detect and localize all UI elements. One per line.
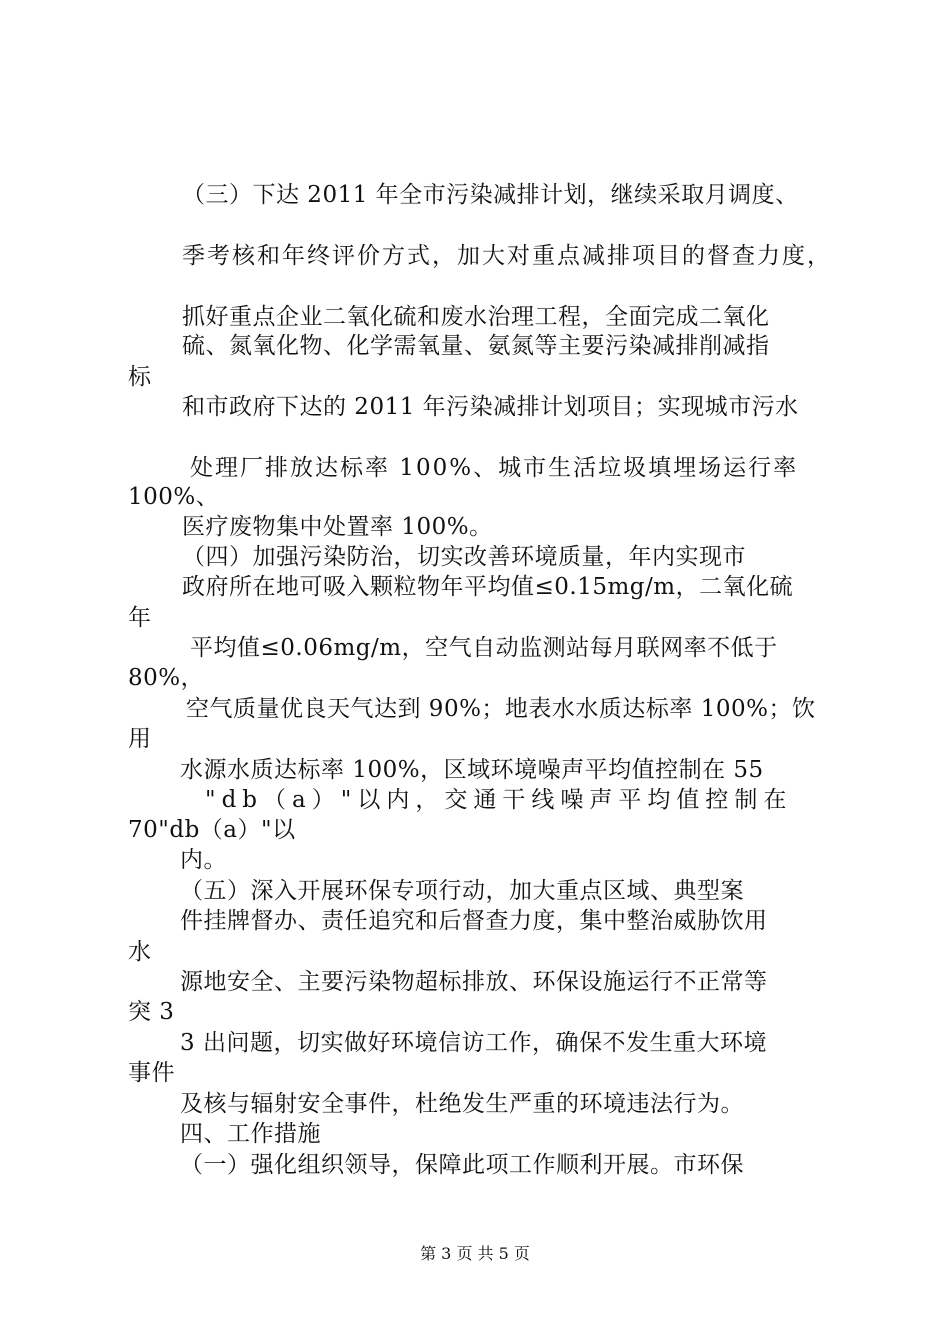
text-line: （五）深入开展环保专项行动，加大重点区域、典型案 bbox=[180, 878, 744, 904]
text-line: 70"db（a）"以 bbox=[128, 817, 296, 843]
text-line: 处理厂排放达标率 100%、城市生活垃圾填埋场运行率 bbox=[190, 455, 799, 481]
text-line: 源地安全、主要污染物超标排放、环保设施运行不正常等 bbox=[180, 969, 768, 995]
text-line: 水 bbox=[128, 939, 152, 965]
text-line: （四）加强污染防治，切实改善环境质量，年内实现市 bbox=[182, 544, 746, 570]
text-line: 及核与辐射安全事件，杜绝发生严重的环境违法行为。 bbox=[180, 1091, 744, 1117]
text-line: 硫、氮氧化物、化学需氧量、氨氮等主要污染减排削减指 bbox=[182, 333, 770, 359]
text-line: 突 3 bbox=[128, 999, 175, 1025]
text-line: 医疗废物集中处置率 100%。 bbox=[182, 514, 493, 540]
text-line: （三）下达 2011 年全市污染减排计划，继续采取月调度、 bbox=[182, 182, 799, 208]
text-line: 空气质量优良天气达到 90%；地表水水质达标率 100%；饮 bbox=[186, 696, 816, 722]
text-line: 抓好重点企业二氧化硫和废水治理工程，全面完成二氧化 bbox=[182, 304, 770, 330]
text-line: 100%、 bbox=[128, 484, 220, 510]
page-number: 第 3 页 共 5 页 bbox=[420, 1244, 530, 1263]
text-line: 事件 bbox=[128, 1060, 175, 1086]
text-line: 标 bbox=[128, 364, 152, 390]
text-line: 年 bbox=[128, 605, 152, 631]
text-line: （一）强化组织领导，保障此项工作顺利开展。市环保 bbox=[180, 1152, 744, 1178]
text-line: 水源水质达标率 100%，区域环境噪声平均值控制在 55 bbox=[180, 757, 764, 783]
text-line: "db（a）"以内，交通干线噪声平均值控制在 bbox=[205, 787, 793, 813]
text-line: 和市政府下达的 2011 年污染减排计划项目；实现城市污水 bbox=[182, 394, 799, 420]
text-line: 平均值≤0.06mg/m，空气自动监测站每月联网率不低于 bbox=[190, 635, 778, 661]
text-line: 季考核和年终评价方式，加大对重点减排项目的督查力度， bbox=[182, 243, 832, 269]
text-line: 四、工作措施 bbox=[180, 1121, 321, 1147]
text-line: 用 bbox=[128, 726, 152, 752]
text-line: 件挂牌督办、责任追究和后督查力度，集中整治威胁饮用 bbox=[180, 908, 768, 934]
text-line: 3 出问题，切实做好环境信访工作，确保不发生重大环境 bbox=[180, 1030, 767, 1056]
text-line: 内。 bbox=[180, 847, 227, 873]
text-line: 政府所在地可吸入颗粒物年平均值≤0.15mg/m，二氧化硫 bbox=[182, 574, 794, 600]
text-line: 80%， bbox=[128, 665, 205, 691]
